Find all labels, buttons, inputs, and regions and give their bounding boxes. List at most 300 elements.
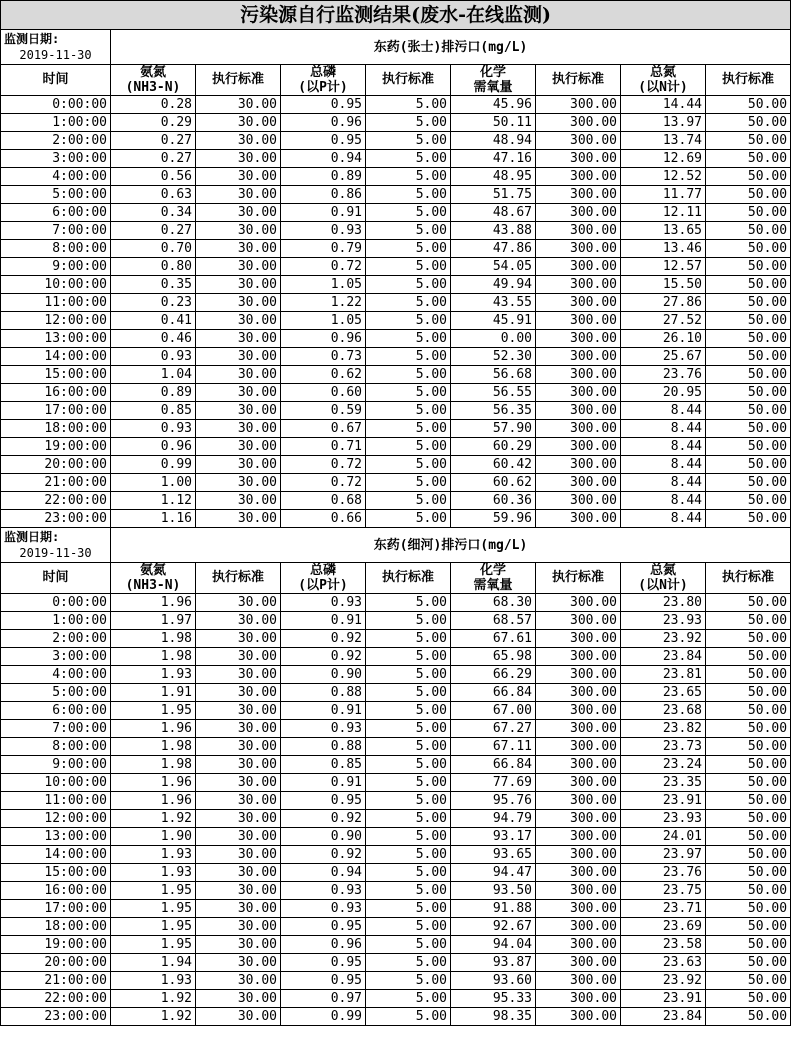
value-cell: 50.00: [706, 810, 791, 828]
time-cell: 2:00:00: [1, 630, 111, 648]
value-cell: 300.00: [536, 276, 621, 294]
time-cell: 20:00:00: [1, 456, 111, 474]
value-cell: 1.98: [111, 630, 196, 648]
value-cell: 5.00: [366, 666, 451, 684]
time-cell: 15:00:00: [1, 366, 111, 384]
table-row: [1, 312, 791, 330]
value-cell: 1.12: [111, 492, 196, 510]
value-cell: 0.41: [111, 312, 196, 330]
table-row: [1, 222, 791, 240]
value-cell: 5.00: [366, 276, 451, 294]
value-cell: 0.88: [281, 738, 366, 756]
value-cell: 0.67: [281, 420, 366, 438]
table-row: [1, 738, 791, 756]
time-cell: 23:00:00: [1, 1008, 111, 1026]
value-cell: 0.88: [281, 684, 366, 702]
time-cell: 5:00:00: [1, 186, 111, 204]
value-cell: 300.00: [536, 312, 621, 330]
value-cell: 0.35: [111, 276, 196, 294]
value-cell: 0.59: [281, 402, 366, 420]
value-cell: 50.00: [706, 384, 791, 402]
table-row: [1, 810, 791, 828]
value-cell: 30.00: [196, 918, 281, 936]
value-cell: 5.00: [366, 330, 451, 348]
table-row: [1, 630, 791, 648]
value-cell: 300.00: [536, 240, 621, 258]
table-row: [1, 276, 791, 294]
value-cell: 5.00: [366, 366, 451, 384]
value-cell: 30.00: [196, 774, 281, 792]
value-cell: 0.28: [111, 96, 196, 114]
value-cell: 0.93: [281, 900, 366, 918]
value-cell: 300.00: [536, 186, 621, 204]
value-cell: 5.00: [366, 132, 451, 150]
value-cell: 1.16: [111, 510, 196, 528]
value-cell: 0.56: [111, 168, 196, 186]
value-cell: 43.55: [451, 294, 536, 312]
time-cell: 5:00:00: [1, 684, 111, 702]
date-cell: [1, 30, 111, 65]
value-cell: 50.00: [706, 510, 791, 528]
value-cell: 50.00: [706, 420, 791, 438]
value-cell: 0.85: [281, 756, 366, 774]
table-row: [1, 150, 791, 168]
value-cell: 50.00: [706, 900, 791, 918]
table-row: [1, 882, 791, 900]
value-cell: 30.00: [196, 312, 281, 330]
value-cell: 30.00: [196, 1008, 281, 1026]
value-cell: 30.00: [196, 330, 281, 348]
value-cell: 1.22: [281, 294, 366, 312]
col-nh3-header: 氨氮 (NH3-N): [111, 563, 196, 594]
value-cell: 1.04: [111, 366, 196, 384]
table-row: [1, 258, 791, 276]
value-cell: 1.05: [281, 312, 366, 330]
value-cell: 23.93: [621, 810, 706, 828]
value-cell: 300.00: [536, 366, 621, 384]
outlet-name: 东药(细河)排污口(mg/L): [111, 528, 791, 563]
value-cell: 300.00: [536, 972, 621, 990]
value-cell: 300.00: [536, 420, 621, 438]
value-cell: 5.00: [366, 420, 451, 438]
time-cell: 17:00:00: [1, 900, 111, 918]
value-cell: 300.00: [536, 510, 621, 528]
report-title: 污染源自行监测结果(废水-在线监测): [1, 1, 791, 30]
value-cell: 52.30: [451, 348, 536, 366]
value-cell: 5.00: [366, 936, 451, 954]
value-cell: 68.57: [451, 612, 536, 630]
time-cell: 22:00:00: [1, 492, 111, 510]
table-row: [1, 1008, 791, 1026]
value-cell: 1.95: [111, 882, 196, 900]
value-cell: 0.97: [281, 990, 366, 1008]
value-cell: 66.84: [451, 756, 536, 774]
value-cell: 50.00: [706, 702, 791, 720]
value-cell: 23.84: [621, 648, 706, 666]
value-cell: 5.00: [366, 96, 451, 114]
time-cell: 8:00:00: [1, 738, 111, 756]
value-cell: 0.95: [281, 972, 366, 990]
table-row: [1, 774, 791, 792]
value-cell: 23.76: [621, 864, 706, 882]
table-row: [1, 96, 791, 114]
table-row: [1, 936, 791, 954]
time-cell: 7:00:00: [1, 720, 111, 738]
value-cell: 8.44: [621, 438, 706, 456]
value-cell: 1.98: [111, 756, 196, 774]
value-cell: 300.00: [536, 96, 621, 114]
value-cell: 300.00: [536, 456, 621, 474]
value-cell: 0.34: [111, 204, 196, 222]
value-cell: 30.00: [196, 630, 281, 648]
value-cell: 0.68: [281, 492, 366, 510]
value-cell: 45.96: [451, 96, 536, 114]
table-row: [1, 240, 791, 258]
value-cell: 50.00: [706, 720, 791, 738]
value-cell: 0.95: [281, 96, 366, 114]
value-cell: 30.00: [196, 846, 281, 864]
value-cell: 1.98: [111, 648, 196, 666]
col-time-header: 时间: [1, 65, 111, 96]
value-cell: 43.88: [451, 222, 536, 240]
value-cell: 23.75: [621, 882, 706, 900]
value-cell: 0.91: [281, 702, 366, 720]
time-cell: 9:00:00: [1, 756, 111, 774]
value-cell: 48.95: [451, 168, 536, 186]
value-cell: 300.00: [536, 828, 621, 846]
value-cell: 8.44: [621, 474, 706, 492]
value-cell: 23.92: [621, 630, 706, 648]
value-cell: 5.00: [366, 1008, 451, 1026]
value-cell: 300.00: [536, 204, 621, 222]
value-cell: 50.00: [706, 348, 791, 366]
value-cell: 30.00: [196, 972, 281, 990]
value-cell: 50.00: [706, 222, 791, 240]
value-cell: 50.00: [706, 492, 791, 510]
value-cell: 30.00: [196, 294, 281, 312]
value-cell: 1.93: [111, 864, 196, 882]
value-cell: 300.00: [536, 882, 621, 900]
table-row: [1, 132, 791, 150]
value-cell: 5.00: [366, 348, 451, 366]
value-cell: 0.89: [281, 168, 366, 186]
table-row: [1, 684, 791, 702]
value-cell: 300.00: [536, 900, 621, 918]
value-cell: 0.80: [111, 258, 196, 276]
value-cell: 93.65: [451, 846, 536, 864]
value-cell: 8.44: [621, 420, 706, 438]
value-cell: 300.00: [536, 702, 621, 720]
outlet-name: 东药(张士)排污口(mg/L): [111, 30, 791, 65]
value-cell: 0.86: [281, 186, 366, 204]
value-cell: 23.71: [621, 900, 706, 918]
value-cell: 50.00: [706, 366, 791, 384]
value-cell: 67.61: [451, 630, 536, 648]
col-tn-std-header: 执行标准: [706, 563, 791, 594]
value-cell: 300.00: [536, 402, 621, 420]
value-cell: 300.00: [536, 648, 621, 666]
col-tn-header: 总氮 (以N计): [621, 563, 706, 594]
value-cell: 23.91: [621, 792, 706, 810]
value-cell: 50.00: [706, 474, 791, 492]
value-cell: 1.00: [111, 474, 196, 492]
value-cell: 27.86: [621, 294, 706, 312]
value-cell: 50.00: [706, 240, 791, 258]
value-cell: 5.00: [366, 612, 451, 630]
value-cell: 30.00: [196, 222, 281, 240]
table-row: [1, 720, 791, 738]
value-cell: 13.97: [621, 114, 706, 132]
value-cell: 67.27: [451, 720, 536, 738]
time-cell: 6:00:00: [1, 204, 111, 222]
value-cell: 300.00: [536, 810, 621, 828]
value-cell: 1.96: [111, 792, 196, 810]
time-cell: 1:00:00: [1, 612, 111, 630]
time-cell: 13:00:00: [1, 828, 111, 846]
value-cell: 67.00: [451, 702, 536, 720]
time-cell: 17:00:00: [1, 402, 111, 420]
value-cell: 50.00: [706, 204, 791, 222]
value-cell: 300.00: [536, 384, 621, 402]
value-cell: 92.67: [451, 918, 536, 936]
value-cell: 0.94: [281, 864, 366, 882]
value-cell: 50.00: [706, 150, 791, 168]
value-cell: 5.00: [366, 702, 451, 720]
time-cell: 10:00:00: [1, 774, 111, 792]
table-row: [1, 168, 791, 186]
value-cell: 300.00: [536, 792, 621, 810]
value-cell: 5.00: [366, 384, 451, 402]
value-cell: 300.00: [536, 258, 621, 276]
value-cell: 23.35: [621, 774, 706, 792]
value-cell: 0.99: [281, 1008, 366, 1026]
value-cell: 14.44: [621, 96, 706, 114]
col-tp-std-header: 执行标准: [366, 563, 451, 594]
time-cell: 21:00:00: [1, 972, 111, 990]
value-cell: 5.00: [366, 792, 451, 810]
time-cell: 18:00:00: [1, 918, 111, 936]
value-cell: 50.00: [706, 846, 791, 864]
value-cell: 5.00: [366, 954, 451, 972]
value-cell: 98.35: [451, 1008, 536, 1026]
value-cell: 1.90: [111, 828, 196, 846]
value-cell: 12.52: [621, 168, 706, 186]
value-cell: 50.00: [706, 972, 791, 990]
value-cell: 30.00: [196, 720, 281, 738]
value-cell: 0.91: [281, 204, 366, 222]
value-cell: 13.74: [621, 132, 706, 150]
value-cell: 50.00: [706, 276, 791, 294]
value-cell: 13.46: [621, 240, 706, 258]
time-cell: 9:00:00: [1, 258, 111, 276]
value-cell: 0.63: [111, 186, 196, 204]
table-row: [1, 474, 791, 492]
table-row: [1, 702, 791, 720]
time-cell: 7:00:00: [1, 222, 111, 240]
col-nh3-header: 氨氮 (NH3-N): [111, 65, 196, 96]
time-cell: 15:00:00: [1, 864, 111, 882]
value-cell: 0.95: [281, 954, 366, 972]
value-cell: 60.62: [451, 474, 536, 492]
value-cell: 30.00: [196, 828, 281, 846]
value-cell: 300.00: [536, 918, 621, 936]
value-cell: 5.00: [366, 684, 451, 702]
value-cell: 5.00: [366, 510, 451, 528]
value-cell: 300.00: [536, 294, 621, 312]
value-cell: 300.00: [536, 936, 621, 954]
value-cell: 30.00: [196, 756, 281, 774]
value-cell: 300.00: [536, 738, 621, 756]
value-cell: 0.85: [111, 402, 196, 420]
table-row: [1, 420, 791, 438]
col-tp-std-header: 执行标准: [366, 65, 451, 96]
value-cell: 12.57: [621, 258, 706, 276]
time-cell: 21:00:00: [1, 474, 111, 492]
value-cell: 0.62: [281, 366, 366, 384]
table-row: [1, 900, 791, 918]
value-cell: 0.60: [281, 384, 366, 402]
value-cell: 30.00: [196, 612, 281, 630]
date-value: 2019-11-30: [19, 48, 92, 62]
value-cell: 50.00: [706, 294, 791, 312]
value-cell: 0.96: [281, 936, 366, 954]
table-row: [1, 954, 791, 972]
value-cell: 5.00: [366, 492, 451, 510]
value-cell: 1.95: [111, 918, 196, 936]
time-cell: 10:00:00: [1, 276, 111, 294]
value-cell: 95.76: [451, 792, 536, 810]
col-cod-header: 化学 需氧量: [451, 563, 536, 594]
time-cell: 12:00:00: [1, 312, 111, 330]
value-cell: 93.87: [451, 954, 536, 972]
value-cell: 0.93: [281, 594, 366, 612]
value-cell: 0.27: [111, 222, 196, 240]
value-cell: 8.44: [621, 456, 706, 474]
time-cell: 18:00:00: [1, 420, 111, 438]
date-cell: [1, 528, 111, 563]
value-cell: 51.75: [451, 186, 536, 204]
value-cell: 300.00: [536, 474, 621, 492]
table-row: [1, 756, 791, 774]
value-cell: 5.00: [366, 312, 451, 330]
table-row: [1, 918, 791, 936]
value-cell: 5.00: [366, 294, 451, 312]
table-row: [1, 828, 791, 846]
value-cell: 48.67: [451, 204, 536, 222]
value-cell: 0.73: [281, 348, 366, 366]
value-cell: 50.00: [706, 990, 791, 1008]
table-row: [1, 384, 791, 402]
value-cell: 0.29: [111, 114, 196, 132]
value-cell: 30.00: [196, 114, 281, 132]
value-cell: 30.00: [196, 240, 281, 258]
value-cell: 94.04: [451, 936, 536, 954]
value-cell: 30.00: [196, 348, 281, 366]
value-cell: 300.00: [536, 168, 621, 186]
value-cell: 5.00: [366, 186, 451, 204]
table-row: [1, 330, 791, 348]
value-cell: 0.93: [111, 348, 196, 366]
value-cell: 5.00: [366, 720, 451, 738]
value-cell: 30.00: [196, 936, 281, 954]
col-cod-std-header: 执行标准: [536, 65, 621, 96]
value-cell: 5.00: [366, 222, 451, 240]
value-cell: 0.96: [281, 114, 366, 132]
value-cell: 0.91: [281, 612, 366, 630]
value-cell: 300.00: [536, 720, 621, 738]
time-cell: 11:00:00: [1, 294, 111, 312]
date-label: 监测日期:: [4, 530, 60, 544]
value-cell: 30.00: [196, 456, 281, 474]
value-cell: 48.94: [451, 132, 536, 150]
value-cell: 56.35: [451, 402, 536, 420]
value-cell: 50.00: [706, 792, 791, 810]
value-cell: 0.95: [281, 132, 366, 150]
value-cell: 0.66: [281, 510, 366, 528]
value-cell: 0.92: [281, 846, 366, 864]
value-cell: 0.72: [281, 258, 366, 276]
time-cell: 20:00:00: [1, 954, 111, 972]
table-row: [1, 114, 791, 132]
value-cell: 30.00: [196, 420, 281, 438]
value-cell: 30.00: [196, 96, 281, 114]
value-cell: 57.90: [451, 420, 536, 438]
value-cell: 300.00: [536, 612, 621, 630]
value-cell: 0.92: [281, 648, 366, 666]
date-label: 监测日期:: [4, 32, 60, 46]
value-cell: 1.96: [111, 720, 196, 738]
value-cell: 50.00: [706, 186, 791, 204]
table-row: [1, 846, 791, 864]
value-cell: 23.82: [621, 720, 706, 738]
table-row: [1, 366, 791, 384]
value-cell: 50.00: [706, 330, 791, 348]
time-cell: 0:00:00: [1, 594, 111, 612]
value-cell: 1.95: [111, 702, 196, 720]
value-cell: 1.95: [111, 936, 196, 954]
value-cell: 50.00: [706, 96, 791, 114]
value-cell: 30.00: [196, 384, 281, 402]
value-cell: 67.11: [451, 738, 536, 756]
value-cell: 300.00: [536, 348, 621, 366]
value-cell: 50.00: [706, 738, 791, 756]
value-cell: 5.00: [366, 756, 451, 774]
value-cell: 5.00: [366, 810, 451, 828]
value-cell: 23.93: [621, 612, 706, 630]
value-cell: 30.00: [196, 738, 281, 756]
value-cell: 0.90: [281, 666, 366, 684]
value-cell: 23.69: [621, 918, 706, 936]
value-cell: 24.01: [621, 828, 706, 846]
value-cell: 23.76: [621, 366, 706, 384]
table-row: [1, 510, 791, 528]
value-cell: 1.93: [111, 972, 196, 990]
time-cell: 1:00:00: [1, 114, 111, 132]
value-cell: 23.65: [621, 684, 706, 702]
value-cell: 300.00: [536, 846, 621, 864]
value-cell: 15.50: [621, 276, 706, 294]
value-cell: 50.00: [706, 114, 791, 132]
value-cell: 23.80: [621, 594, 706, 612]
value-cell: 50.00: [706, 936, 791, 954]
value-cell: 26.10: [621, 330, 706, 348]
value-cell: 300.00: [536, 774, 621, 792]
value-cell: 0.93: [281, 882, 366, 900]
col-time-header: 时间: [1, 563, 111, 594]
value-cell: 93.50: [451, 882, 536, 900]
value-cell: 0.27: [111, 132, 196, 150]
value-cell: 5.00: [366, 882, 451, 900]
